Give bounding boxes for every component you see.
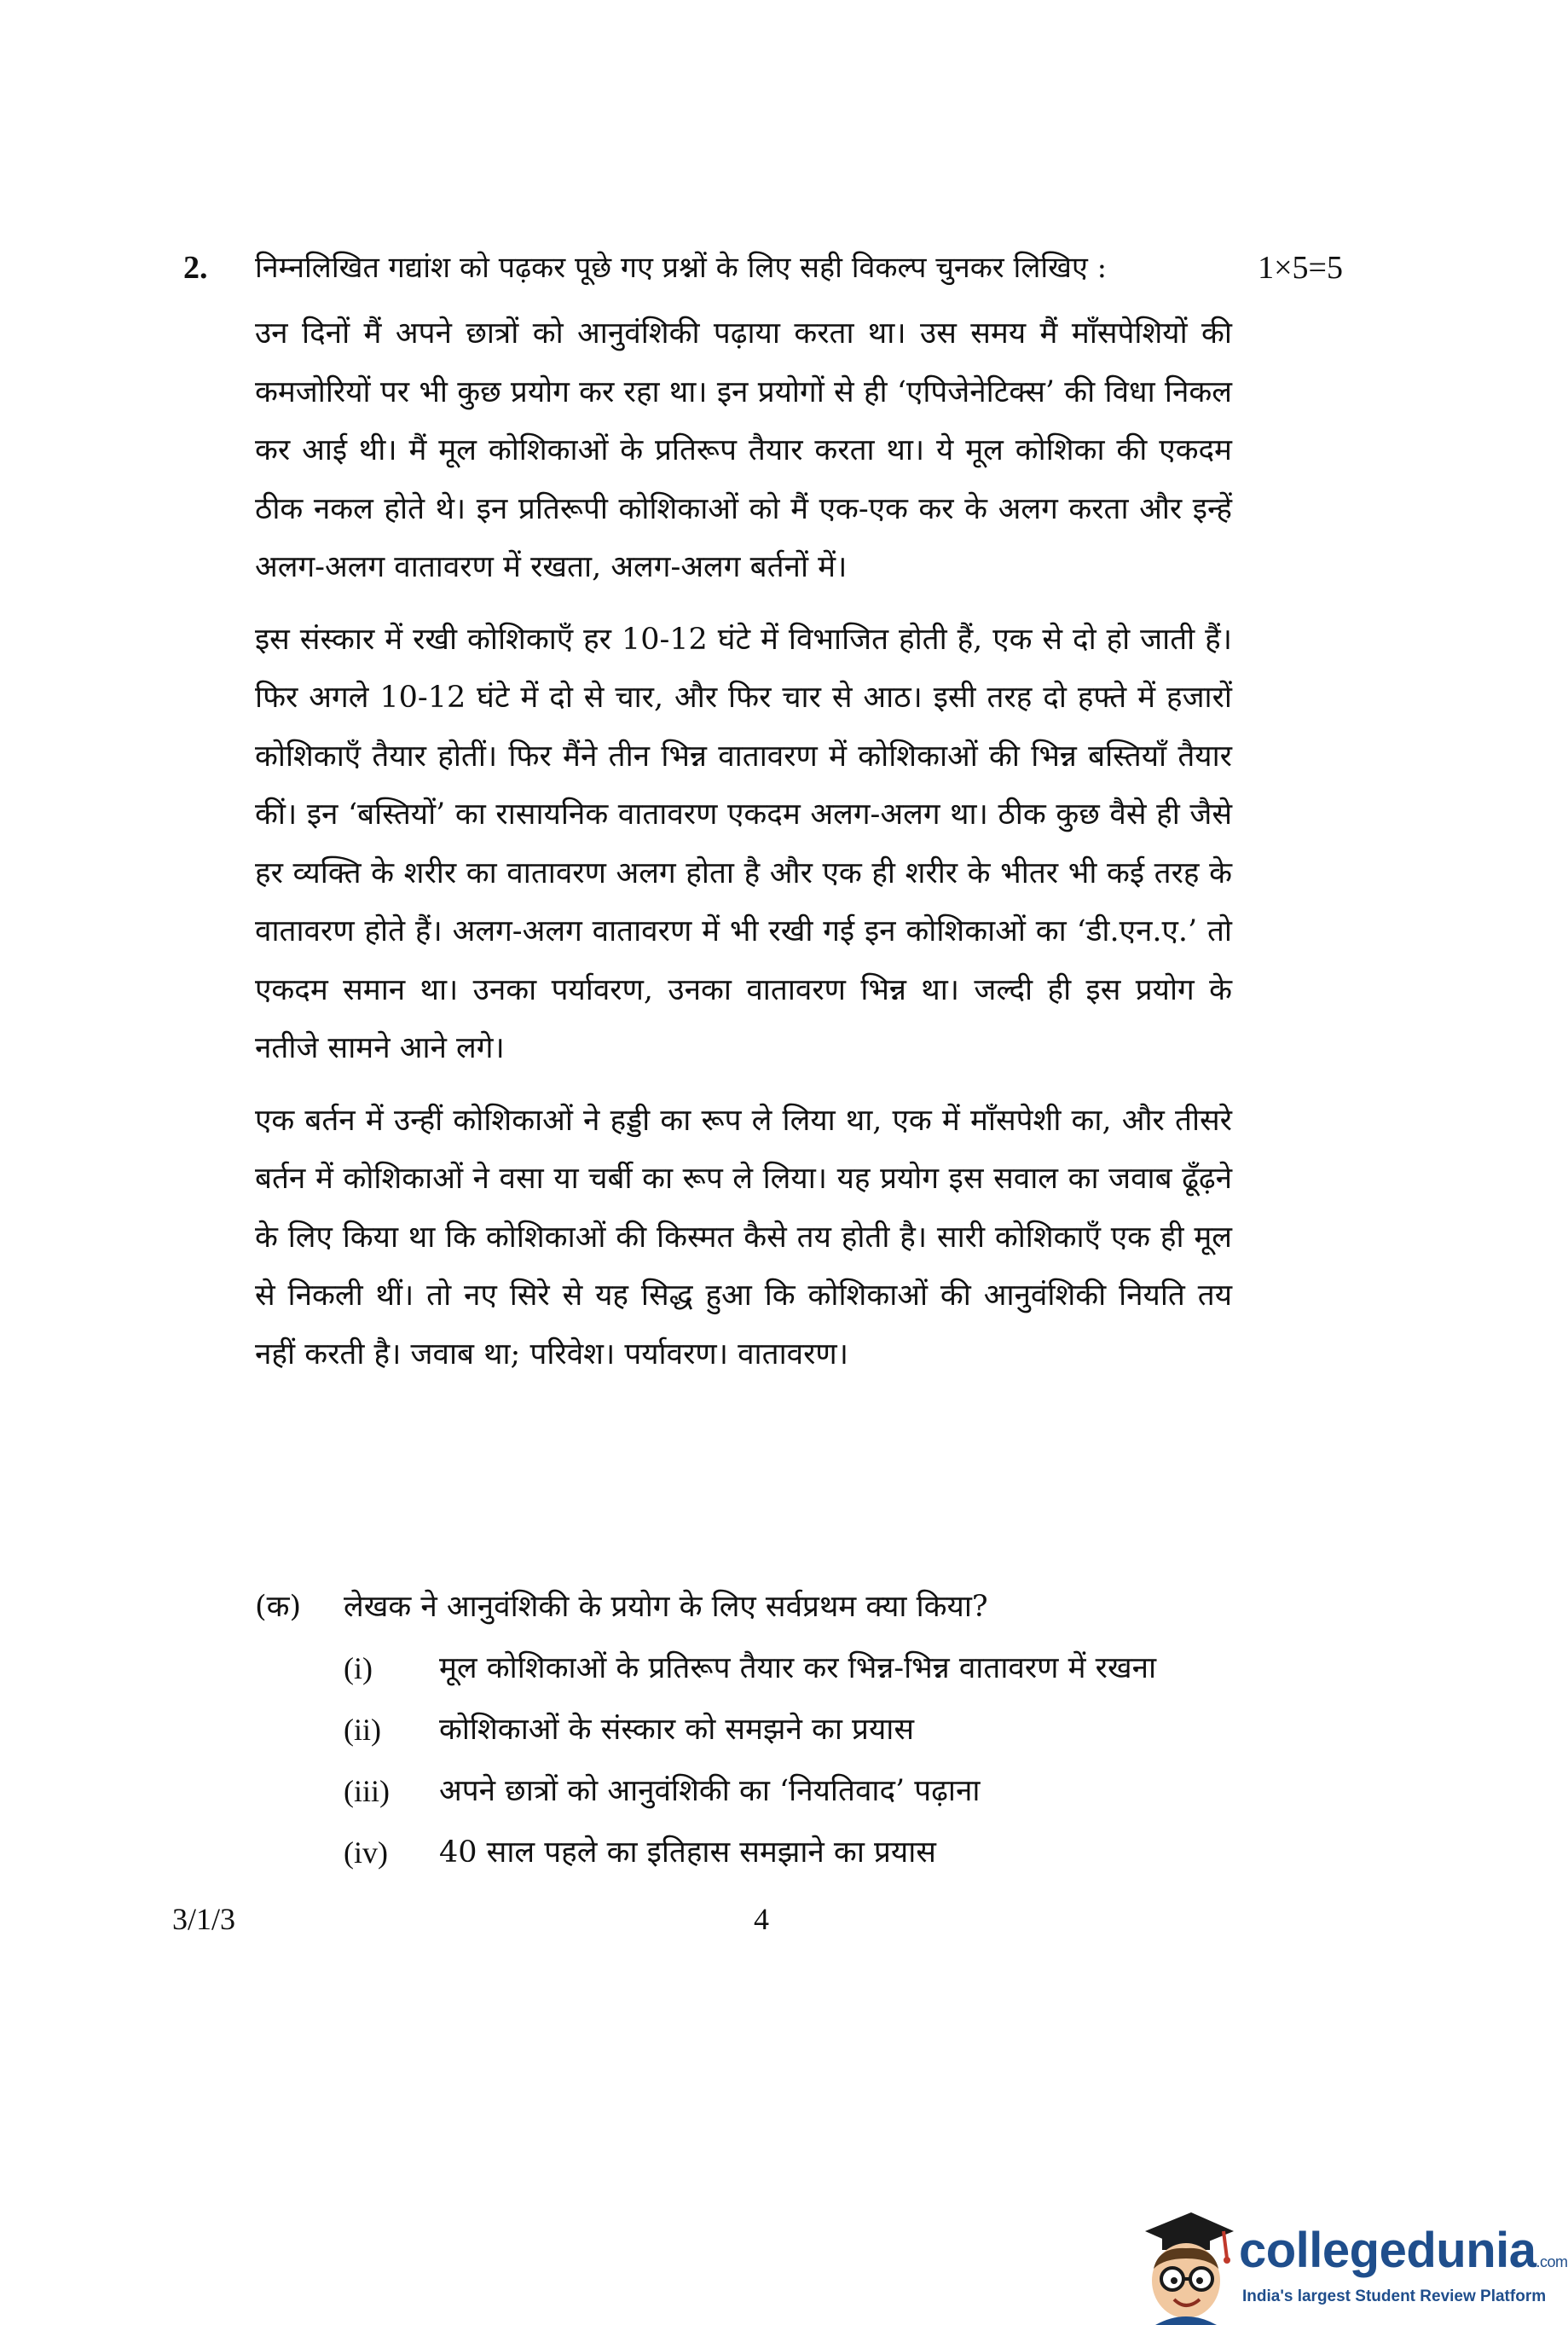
subquestion-stem [255,1576,1278,1638]
option-text: अपने छात्रों को आनुवंशिकी का ‘नियतिवाद’ पढ़ाना [439,1774,981,1808]
mascot-icon [1130,2206,1241,2325]
paper-code: 3/1/3 [172,1902,236,1936]
option-label: (i) [344,1651,373,1685]
option-ii [255,1699,1278,1760]
option-label: (iv) [344,1835,388,1870]
logo-tagline: India's largest Student Review Platform [1242,2287,1547,2305]
question-instruction: निम्नलिखित गद्यांश को पढ़कर पूछे गए प्रश्नों के लिए सही विकल्प चुनकर लिखिए : [255,251,1108,285]
passage-paragraph-1: उन दिनों मैं अपने छात्रों को आनुवंशिकी पढ़ाया करता था। उस समय मैं माँसपेशियों की कमजोरियों पर भी कुछ प्रयोग कर रहा था। इन प्रयोगों से ही ‘एपिजेनेटिक्स’ की विधा निकल कर आई थी। मैं मूल कोशिकाओं के प्रतिरूप तैयार करता था। ये मूल कोशिका की एकदम ठीक नकल होते थे। इन प्रतिरूपी कोशिकाओं को मैं एक-एक कर के अलग करता और इन्हें अलग-अलग वातावरण में रखता, अलग-अलग बर्तनों में। [255,316,1232,584]
passage-paragraph-2: इस संस्कार में रखी कोशिकाएँ हर 10-12 घंटे में विभाजित होती हैं, एक से दो हो जाती हैं। फिर अगले 10-12 घंटे में दो से चार, और फिर चार से आठ। इसी तरह दो हफ्ते में हजारों कोशिकाएँ तैयार होतीं। फिर मैंने तीन भिन्न वातावरण में कोशिकाओं की भिन्न बस्तियाँ तैयार कीं। इन ‘बस्तियों’ का रासायनिक वातावरण एकदम अलग-अलग था। ठीक कुछ वैसे ही जैसे हर व्यक्ति के शरीर का वातावरण अलग होता है और एक ही शरीर के भीतर भी कई तरह के वातावरण होते हैं। अलग-अलग वातावरण में भी रखी गई इन कोशिकाओं का ‘डी.एन.ए.’ तो एकदम समान था। उनका पर्यावरण, उनका वातावरण भिन्न था। जल्दी ही इस प्रयोग के नतीजे सामने आने लगे। [255,622,1232,1065]
option-iv [255,1822,1278,1883]
option-text: कोशिकाओं के संस्कार को समझने का प्रयास [439,1713,914,1747]
page-number: 4 [754,1902,769,1936]
question-number: 2. [183,250,208,286]
option-text: 40 साल पहले का इतिहास समझाने का प्रयास [439,1835,936,1870]
question-header [183,241,1343,295]
option-text: मूल कोशिकाओं के प्रतिरूप तैयार कर भिन्न-भिन्न वातावरण में रखना [439,1651,1157,1685]
collegedunia-watermark [1130,2206,1568,2325]
passage [255,304,1232,1397]
subquestion-ka [255,1576,1278,1883]
option-i [255,1638,1278,1699]
option-iii [255,1760,1278,1822]
passage-paragraph-3: एक बर्तन में उन्हीं कोशिकाओं ने हड्डी का रूप ले लिया था, एक में माँसपेशी का, और तीसरे बर्तन में कोशिकाओं ने वसा या चर्बी का रूप ले लिया। यह प्रयोग इस सवाल का जवाब ढूँढ़ने के लिए किया था कि कोशिकाओं की किस्मत कैसे तय होती है। सारी कोशिकाएँ एक ही मूल से निकली थीं। तो नए सिरे से यह सिद्ध हुआ कि कोशिकाओं की आनुवंशिकी नियति तय नहीं करती है। जवाब था; परिवेश। पर्यावरण। वातावरण। [255,1103,1232,1371]
option-label: (ii) [344,1713,381,1747]
subquestion-label: (क) [255,1590,302,1624]
logo-wordmark: collegedunia.com [1239,2223,1568,2278]
option-label: (iii) [344,1774,390,1808]
question-marks: 1×5=5 [1258,250,1343,286]
subquestion-text: लेखक ने आनुवंशिकी के प्रयोग के लिए सर्वप्रथम क्या किया? [344,1590,988,1624]
